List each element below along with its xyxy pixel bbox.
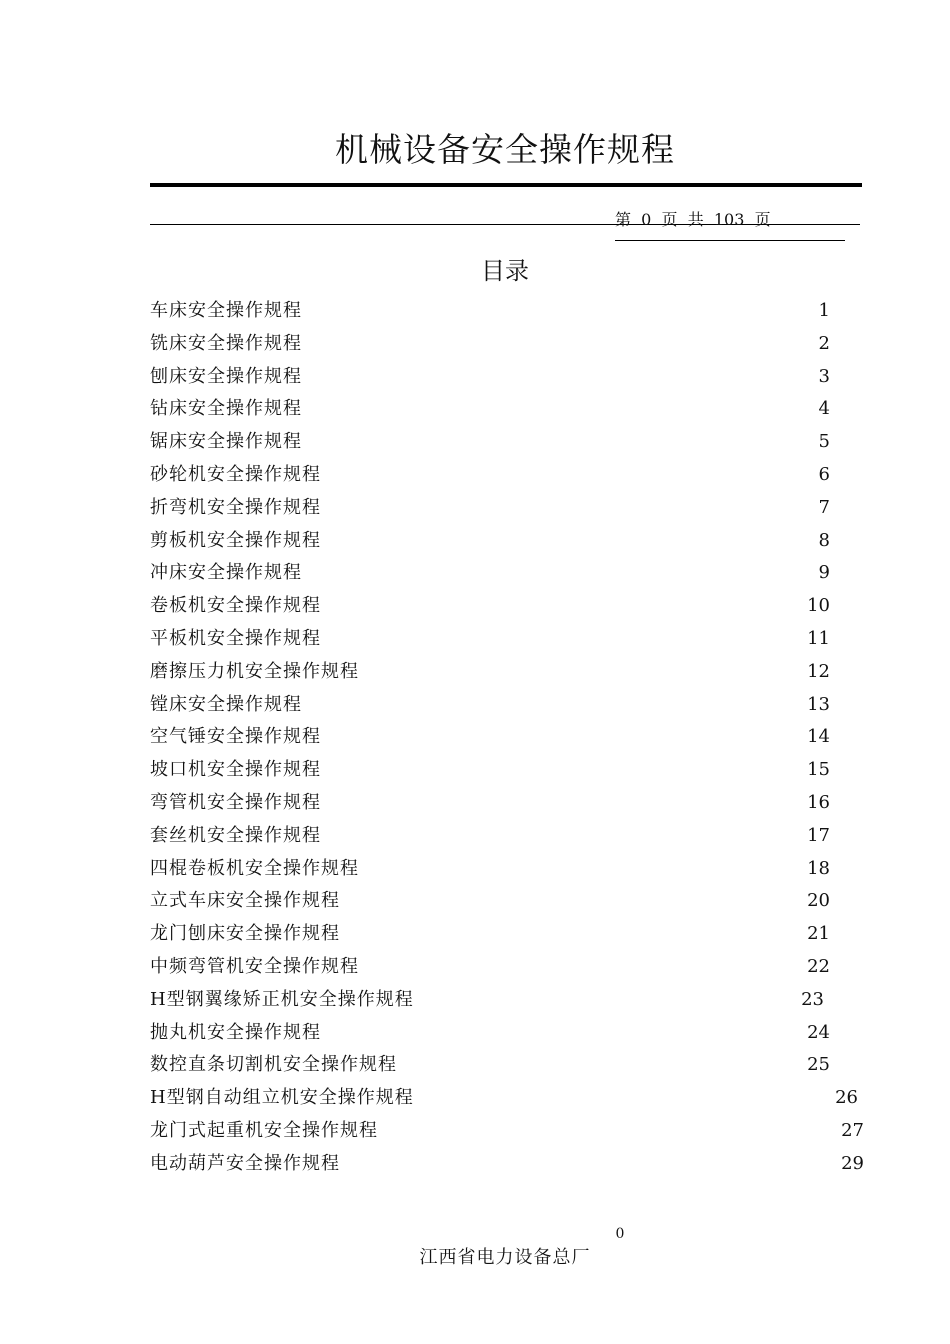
document-title: 机械设备安全操作规程 [335,130,675,169]
toc-entry-page: 7 [818,496,830,518]
toc-entry[interactable] [150,492,860,525]
toc-entry-title: 套丝机安全操作规程 [150,824,321,846]
toc-entry-page: 17 [807,824,830,846]
toc-entry-title: 弯管机安全操作规程 [150,791,321,813]
toc-entry-page: 13 [807,693,830,715]
toc-entry[interactable] [150,918,860,951]
toc-entry-title: 卷板机安全操作规程 [150,595,321,617]
toc-entry[interactable] [150,623,860,656]
toc-entry-page: 18 [807,857,830,879]
toc-entry[interactable] [150,656,860,689]
toc-entry-page: 14 [807,726,830,748]
toc-entry[interactable] [150,787,860,820]
title-rule [150,183,862,187]
toc-entry-title: 龙门刨床安全操作规程 [150,923,340,945]
toc-entry-title: 砂轮机安全操作规程 [150,463,321,485]
toc-entry-page: 8 [818,529,830,551]
toc-entry[interactable] [150,951,860,984]
toc-entry-page: 26 [835,1087,858,1109]
table-of-contents [150,295,864,1181]
toc-entry-page: 12 [807,660,830,682]
toc-entry-title: 空气锤安全操作规程 [150,726,321,748]
toc-entry-title: 镗床安全操作规程 [150,693,302,715]
toc-entry-title: 车床安全操作规程 [150,300,302,321]
toc-entry[interactable] [150,590,860,623]
toc-entry[interactable] [150,295,860,328]
toc-entry-title: 龙门式起重机安全操作规程 [150,1119,378,1141]
toc-entry[interactable] [150,1115,864,1148]
toc-entry[interactable] [150,459,860,492]
footer-organization: 江西省电力设备总厂 [419,1247,591,1268]
toc-entry[interactable] [150,885,860,918]
toc-entry-title: 冲床安全操作规程 [150,562,302,584]
toc-entry-page: 6 [818,463,830,485]
toc-entry-title: 中频弯管机安全操作规程 [150,955,359,977]
toc-entry-page: 9 [818,562,830,584]
toc-entry[interactable] [150,1082,860,1115]
toc-entry-page: 21 [807,923,830,945]
toc-entry[interactable] [150,754,860,787]
toc-entry[interactable] [150,426,860,459]
toc-entry-title: 抛丸机安全操作规程 [150,1021,321,1043]
toc-entry[interactable] [150,557,860,590]
toc-entry-title: 四棍卷板机安全操作规程 [150,857,359,879]
footer-page-number: 0 [615,1226,625,1242]
toc-entry-page: 11 [807,627,830,649]
toc-entry-page: 10 [807,595,830,617]
toc-entry-title: H型钢翼缘矫正机安全操作规程 [150,988,414,1010]
toc-entry-title: 刨床安全操作规程 [150,365,302,387]
toc-entry-page: 29 [841,1152,864,1174]
toc-entry[interactable] [150,393,860,426]
toc-entry-title: 电动葫芦安全操作规程 [150,1152,340,1174]
page-info: 第 0 页 共 103 页 [615,208,845,241]
toc-entry-title: 折弯机安全操作规程 [150,496,321,518]
toc-entry-page: 25 [807,1054,830,1076]
toc-entry-page: 15 [807,759,830,781]
toc-entry-title: 立式车床安全操作规程 [150,890,340,912]
toc-entry-page: 27 [841,1119,864,1141]
toc-entry[interactable] [150,328,860,361]
toc-entry-title: 平板机安全操作规程 [150,627,321,649]
toc-entry[interactable] [150,1017,860,1050]
toc-entry[interactable] [150,525,860,558]
toc-entry-page: 20 [807,890,830,912]
toc-entry[interactable] [150,361,860,394]
toc-entry[interactable] [150,721,860,754]
toc-entry[interactable] [150,984,860,1017]
toc-entry[interactable] [150,1049,860,1082]
toc-entry-title: 数控直条切割机安全操作规程 [150,1054,397,1076]
toc-entry[interactable] [150,820,860,853]
toc-entry-title: 钻床安全操作规程 [150,398,302,420]
toc-entry[interactable] [150,853,860,886]
toc-entry-page: 5 [818,431,830,453]
toc-entry-title: 坡口机安全操作规程 [150,759,321,781]
toc-entry-page: 1 [818,300,830,321]
toc-entry-page: 2 [818,332,830,354]
toc-entry-page: 16 [807,791,830,813]
toc-entry-title: 磨擦压力机安全操作规程 [150,660,359,682]
toc-entry-title: 锯床安全操作规程 [150,431,302,453]
toc-entry-title: 剪板机安全操作规程 [150,529,321,551]
toc-entry[interactable] [150,689,860,722]
toc-heading: 目录 [481,257,529,285]
toc-entry-title: 铣床安全操作规程 [150,332,302,354]
toc-entry-page: 23 [801,988,824,1010]
toc-entry-page: 3 [818,365,830,387]
toc-entry-page: 4 [818,398,830,420]
toc-entry-title: H型钢自动组立机安全操作规程 [150,1087,414,1109]
toc-entry[interactable] [150,1148,864,1181]
toc-entry-page: 22 [807,955,830,977]
toc-entry-page: 24 [807,1021,830,1043]
